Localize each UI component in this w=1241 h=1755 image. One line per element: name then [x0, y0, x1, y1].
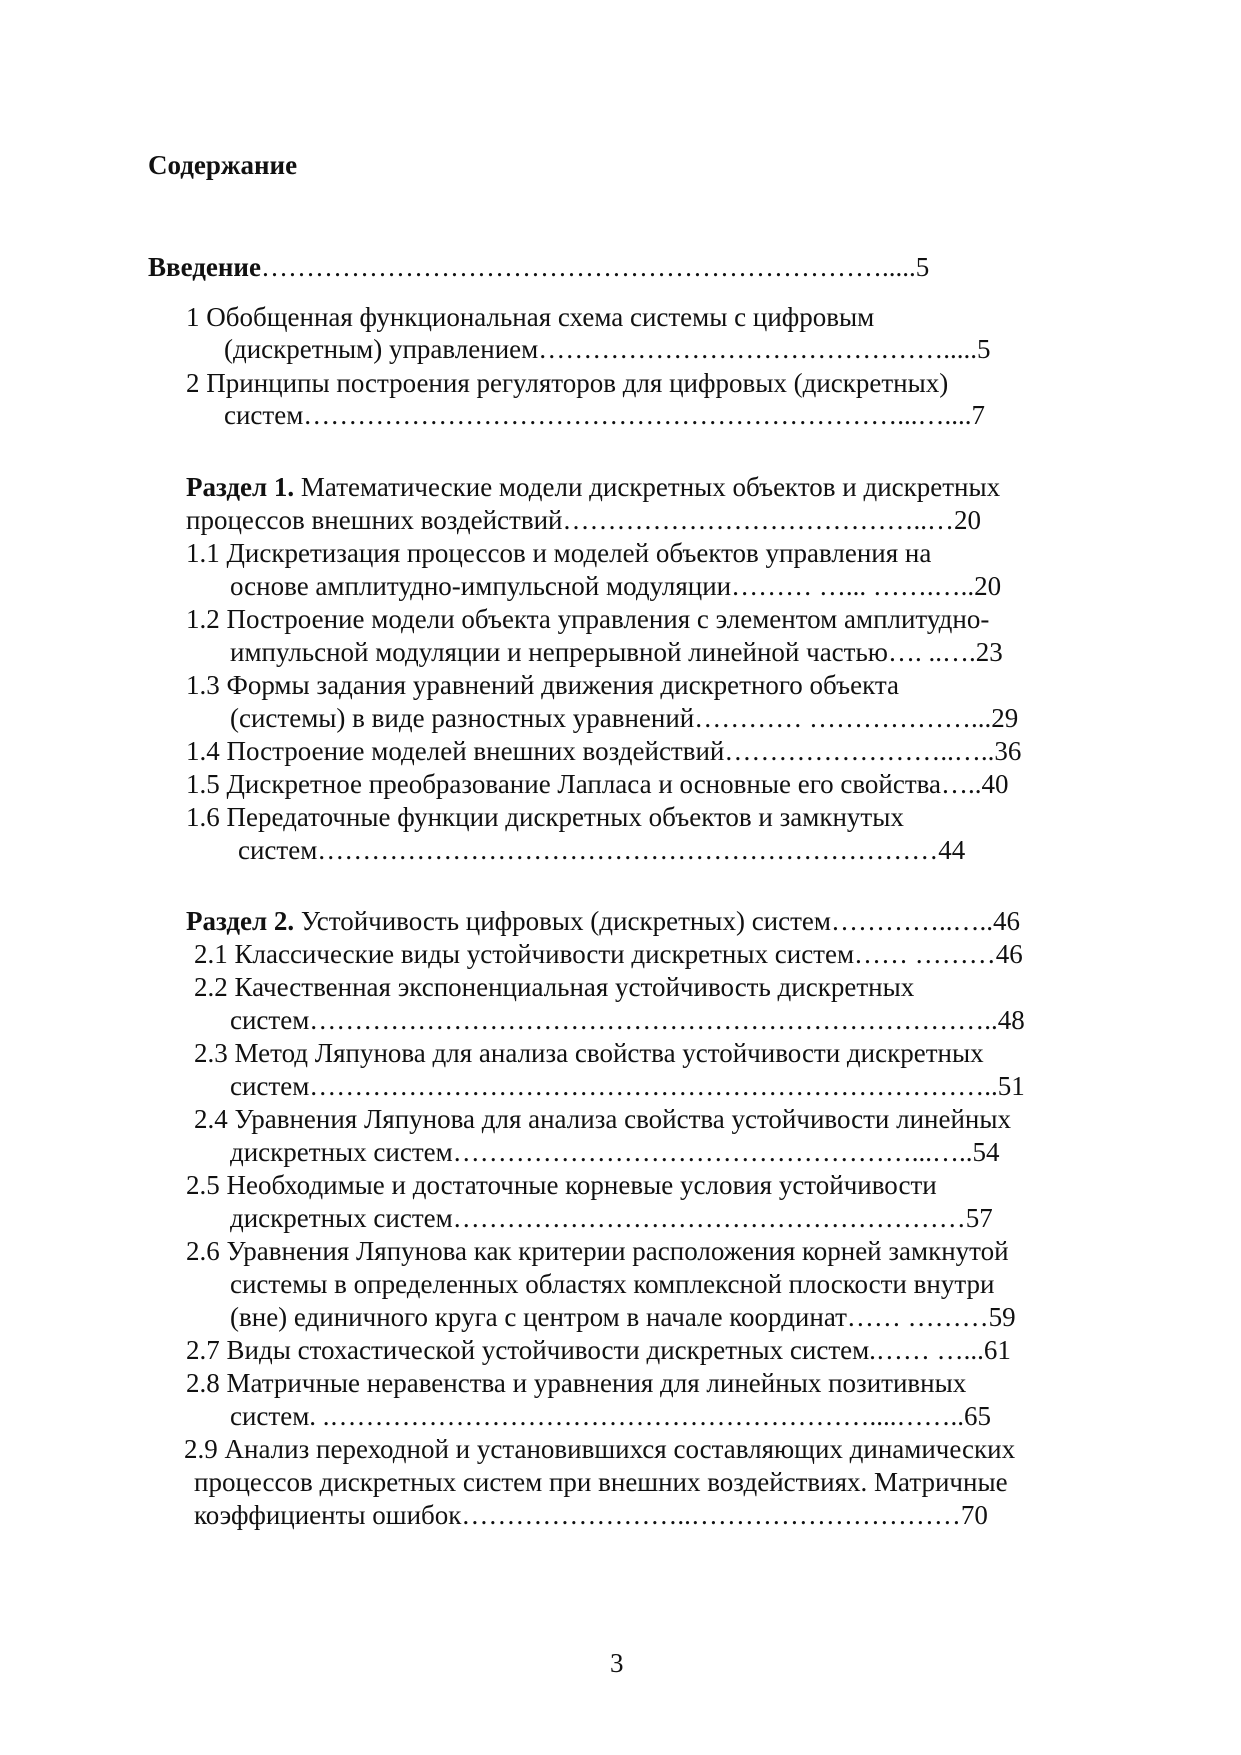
toc-entry-text: (вне) единичного круга с центром в начале координат…… ………59	[230, 1302, 1016, 1332]
toc-entry	[186, 1333, 1011, 1367]
toc-entry-text: 2.1 Классические виды устойчивости дискретных систем…… ………46	[194, 939, 1023, 969]
toc-entry-text: систем……………………………………………………………44	[238, 835, 966, 865]
toc-entry	[186, 668, 899, 702]
toc-entry	[186, 602, 989, 636]
toc-entry	[186, 734, 1021, 768]
toc-entry-text: 1.6 Передаточные функции дискретных объектов и замкнутых	[186, 802, 904, 832]
toc-entry-text: дискретных систем…………………………………………………57	[230, 1203, 993, 1233]
toc-entry	[230, 635, 1003, 669]
toc-entry-text: 1.1 Дискретизация процессов и моделей объектов управления на	[186, 538, 932, 568]
toc-entry	[224, 332, 990, 366]
toc-entry	[230, 701, 1018, 735]
toc-entry-text: 2.6 Уравнения Ляпунова как критерии расположения корней замкнутой	[186, 1236, 1009, 1266]
toc-entry	[230, 1069, 1025, 1103]
toc-entry	[186, 536, 931, 570]
toc-entry-text: Математические модели дискретных объектов и дискретных	[294, 472, 1001, 502]
toc-entry-text: 2.8 Матричные неравенства и уравнения для линейных позитивных	[186, 1368, 967, 1398]
toc-entry-text: систем…………………………………………………………………..48	[230, 1005, 1025, 1035]
toc-entry-text: импульсной модуляции и непрерывной линейной частью…. ..….23	[230, 637, 1003, 667]
toc-entry	[194, 1465, 1008, 1499]
toc-entry-text: процессов дискретных систем при внешних воздействиях. Матричные	[194, 1467, 1008, 1497]
toc-entry	[230, 1267, 994, 1301]
toc-entry-text: 2.5 Необходимые и достаточные корневые условия устойчивости	[186, 1170, 937, 1200]
page-title: Содержание	[148, 150, 298, 180]
toc-entry-text: системы в определенных областях комплексной плоскости внутри	[230, 1269, 995, 1299]
toc-entry	[224, 398, 985, 432]
toc-entry-text: основе амплитудно-импульсной модуляции……… …... …….…..20	[230, 571, 1002, 601]
toc-entry-text: дискретных систем……………………………………………...…..54	[230, 1137, 1000, 1167]
toc-entry-text: систем. .……………………………………………………....……..65	[230, 1401, 992, 1431]
toc-entry-text: Устойчивость цифровых (дискретных) систем…………..…..46	[294, 906, 1020, 936]
toc-entry-text: (дискретным) управлением……………………………………….....5	[224, 334, 991, 364]
toc-entry-text: 1.2 Построение модели объекта управления с элементом амплитудно-	[186, 604, 990, 634]
toc-entry	[184, 1432, 1015, 1466]
toc-entry-text: 2.2 Качественная экспоненциальная устойчивость дискретных	[194, 972, 915, 1002]
toc-entry-text: 2.7 Виды стохастической устойчивости дискретных систем.…… …...61	[186, 1335, 1011, 1365]
toc-entry-text: систем…………………………………………………………...…....7	[224, 400, 986, 430]
toc-entry-text: …………………………………………………………….....5	[260, 252, 930, 282]
toc-entry-text: 1.4 Построение моделей внешних воздействий……………………..…..36	[186, 736, 1022, 766]
toc-entry-text: 2.4 Уравнения Ляпунова для анализа свойства устойчивости линейных	[194, 1104, 1012, 1134]
toc-entry	[186, 300, 874, 334]
toc-entry	[230, 569, 1001, 603]
toc-entry-bold: Введение	[148, 252, 261, 282]
toc-entry	[194, 1102, 1011, 1136]
toc-section-2	[186, 904, 1020, 938]
toc-entry-text: 2.3 Метод Ляпунова для анализа свойства устойчивости дискретных	[194, 1038, 984, 1068]
page-number: 3	[610, 1648, 624, 1678]
toc-entry-text: процессов внешних воздействий…………………………………..…20	[186, 505, 981, 535]
toc-entry-text: 1 Обобщенная функциональная схема системы с цифровым	[186, 302, 875, 332]
toc-entry-text: систем…………………………………………………………………..51	[230, 1071, 1025, 1101]
toc-section-1	[186, 470, 1000, 504]
toc-entry-text: 2 Принципы построения регуляторов для цифровых (дискретных)	[186, 368, 949, 398]
toc-entry	[230, 1399, 991, 1433]
toc-entry-text: 1.3 Формы задания уравнений движения дискретного объекта	[186, 670, 899, 700]
toc-entry	[186, 1366, 966, 1400]
toc-entry	[194, 937, 1023, 971]
toc-entry	[186, 366, 948, 400]
toc-entry	[230, 1003, 1025, 1037]
toc-entry	[186, 1168, 937, 1202]
toc-entry-text: коэффициенты ошибок……………………..…………………………70	[194, 1500, 988, 1530]
toc-entry-text: (системы) в виде разностных уравнений………… ………………...29	[230, 703, 1019, 733]
toc-entry	[194, 1498, 988, 1532]
toc-entry	[186, 767, 1009, 801]
toc-entry	[194, 970, 914, 1004]
toc-entry-text: 1.5 Дискретное преобразование Лапласа и основные его свойства…..40	[186, 769, 1009, 799]
toc-entry-bold: Раздел 1.	[186, 472, 295, 502]
toc-entry	[230, 1135, 999, 1169]
toc-entry-text: 2.9 Анализ переходной и установившихся составляющих динамических	[184, 1434, 1016, 1464]
toc-entry	[230, 1300, 1016, 1334]
toc-entry	[186, 800, 904, 834]
toc-entry	[238, 833, 965, 867]
toc-entry	[186, 503, 981, 537]
toc-entry	[194, 1036, 984, 1070]
toc-entry-bold: Раздел 2.	[186, 906, 295, 936]
toc-entry-introduction	[148, 250, 929, 284]
toc-entry	[186, 1234, 1009, 1268]
toc-entry	[230, 1201, 993, 1235]
